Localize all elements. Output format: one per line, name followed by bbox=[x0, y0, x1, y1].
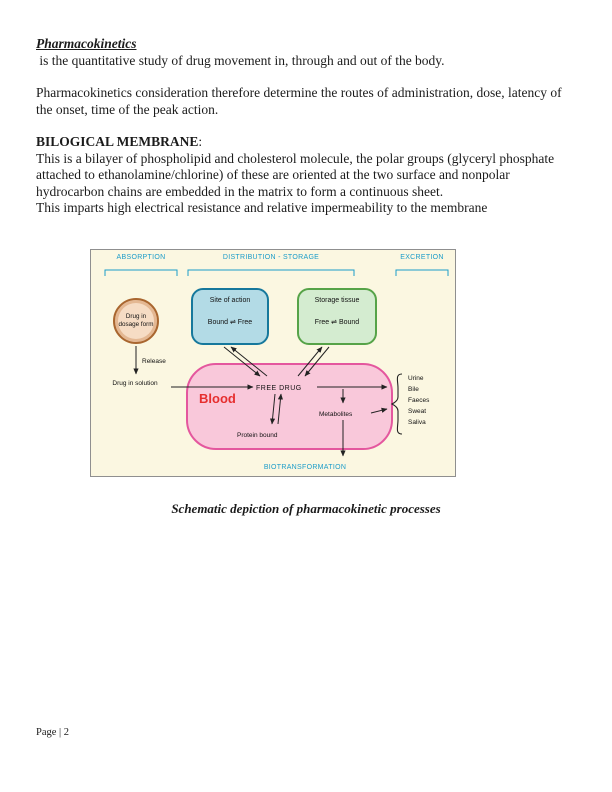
paragraph-administration: Pharmacokinetics consideration therefore determine the routes of administration, dose, latency of the onset, time of the peak action. bbox=[36, 85, 562, 117]
free-drug-label: FREE DRUG bbox=[256, 384, 302, 392]
biotransformation-label: BIOTRANSFORMATION bbox=[263, 463, 347, 471]
freedrug-to-protein-arrow bbox=[272, 394, 275, 424]
excretion-item-bile: Bile bbox=[408, 385, 419, 393]
excretion-item-sweat: Sweat bbox=[408, 407, 427, 415]
figure-caption: Schematic depiction of pharmacokinetic processes bbox=[171, 500, 441, 516]
freedrug-to-storage-arrow bbox=[298, 347, 322, 376]
excretion-item-faeces: Faeces bbox=[408, 396, 430, 404]
blood-label: Blood bbox=[199, 390, 236, 406]
blank-line bbox=[36, 118, 576, 134]
heading-text: BILOGICAL MEMBRANE bbox=[36, 134, 199, 149]
storage-tissue-equilibrium: Free ⇌ Bound bbox=[314, 318, 360, 326]
protein-bound-label: Protein bound bbox=[237, 431, 278, 439]
paragraph-bilayer: This is a bilayer of phospholipid and cholesterol molecule, the polar groups (glyceryl phosphate attached to ethanolamine/chlorine) of these are oriented at the two surface and nonpolar hydrocarbon chains are embedded in the matrix to form a continuous sheet. bbox=[36, 150, 555, 199]
pharmacokinetics-diagram bbox=[90, 249, 456, 477]
section-label-absorption: ABSORPTION bbox=[116, 253, 166, 261]
excretion-bracket bbox=[396, 270, 448, 276]
distribution-bracket bbox=[188, 270, 354, 276]
page-number: Page | 2 bbox=[36, 727, 70, 738]
doc-title: Pharmacokinetics bbox=[36, 36, 137, 51]
excretion-brace bbox=[392, 374, 402, 434]
release-label: Release bbox=[142, 357, 166, 365]
doc-subtitle: is the quantitative study of drug movement in, through and out of the body. bbox=[36, 52, 445, 68]
drug-dosage-form-label: Drug in dosage form bbox=[118, 313, 154, 328]
site-to-freedrug-arrow bbox=[224, 347, 260, 376]
storage-to-freedrug-arrow bbox=[305, 347, 329, 376]
section-label-distribution-storage: DISTRIBUTION - STORAGE bbox=[222, 253, 320, 261]
paragraph-impermeability: This imparts high electrical resistance and relative impermeability to the membrane bbox=[36, 200, 488, 215]
freedrug-to-site-arrow bbox=[231, 347, 267, 376]
absorption-bracket bbox=[105, 270, 177, 276]
excretion-products-list bbox=[408, 373, 429, 428]
drug-in-solution-label: Drug in solution bbox=[112, 379, 158, 387]
excretion-item-urine: Urine bbox=[408, 374, 424, 382]
excretion-item-saliva: Saliva bbox=[408, 418, 426, 426]
site-of-action-equilibrium: Bound ⇌ Free bbox=[207, 318, 253, 326]
section-brackets bbox=[105, 270, 448, 276]
heading-biological-membrane bbox=[36, 134, 576, 151]
metabolites-to-excretion-arrow bbox=[371, 409, 387, 413]
site-of-action-title: Site of action bbox=[209, 296, 251, 304]
section-label-excretion: EXCRETION bbox=[400, 253, 444, 261]
blank-line bbox=[36, 69, 576, 85]
storage-tissue-title: Storage tissue bbox=[314, 296, 360, 304]
metabolites-label: Metabolites bbox=[319, 410, 353, 418]
heading-colon: : bbox=[198, 134, 203, 149]
protein-to-freedrug-arrow bbox=[278, 394, 281, 424]
